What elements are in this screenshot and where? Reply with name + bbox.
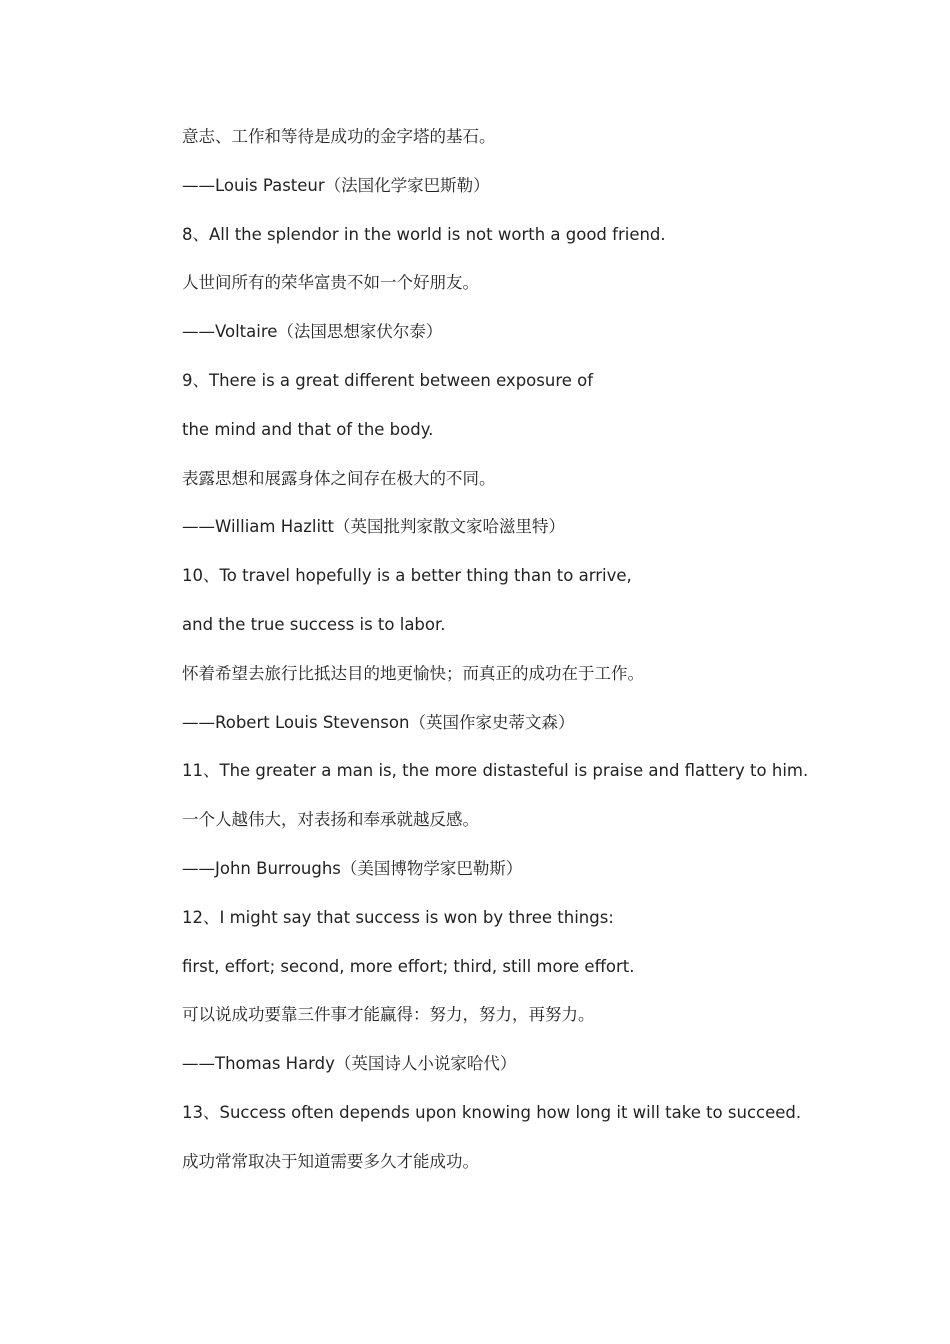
text-line: 9、There is a great different between exposure of bbox=[182, 370, 594, 390]
text-line: 成功常常取决于知道需要多久才能成功。 bbox=[182, 1151, 479, 1171]
text-line: and the true success is to labor. bbox=[182, 614, 446, 634]
document-body bbox=[182, 124, 882, 1198]
text-line: first, effort; second, more effort; third, still more effort. bbox=[182, 956, 635, 976]
text-line: 8、All the splendor in the world is not worth a good friend. bbox=[182, 224, 666, 244]
text-line: ——William Hazlitt（英国批判家散文家哈滋里特） bbox=[182, 517, 566, 537]
text-line: ——Voltaire（法国思想家伏尔泰） bbox=[182, 322, 443, 342]
text-line: ——John Burroughs（美国博物学家巴勒斯） bbox=[182, 858, 523, 878]
text-line: 13、Success often depends upon knowing how long it will take to succeed. bbox=[182, 1102, 802, 1122]
text-line: ——Robert Louis Stevenson（英国作家史蒂文森） bbox=[182, 712, 575, 732]
text-line: 表露思想和展露身体之间存在极大的不同。 bbox=[182, 468, 496, 488]
text-line: 12、I might say that success is won by three things: bbox=[182, 907, 614, 927]
text-line: 怀着希望去旅行比抵达目的地更愉快；而真正的成功在于工作。 bbox=[182, 663, 644, 683]
text-line: ——Thomas Hardy（英国诗人小说家哈代） bbox=[182, 1054, 517, 1074]
text-line: ——Louis Pasteur（法国化学家巴斯勒） bbox=[182, 175, 490, 195]
text-line: 11、The greater a man is, the more distasteful is praise and flattery to him. bbox=[182, 761, 809, 781]
text-line: 可以说成功要靠三件事才能赢得：努力，努力，再努力。 bbox=[182, 1005, 595, 1025]
text-line: 人世间所有的荣华富贵不如一个好朋友。 bbox=[182, 273, 479, 293]
text-line: 一个人越伟大，对表扬和奉承就越反感。 bbox=[182, 810, 479, 830]
text-line: 10、To travel hopefully is a better thing than to arrive, bbox=[182, 566, 632, 586]
text-line: the mind and that of the body. bbox=[182, 419, 434, 439]
text-line: 意志、工作和等待是成功的金字塔的基石。 bbox=[182, 127, 496, 146]
